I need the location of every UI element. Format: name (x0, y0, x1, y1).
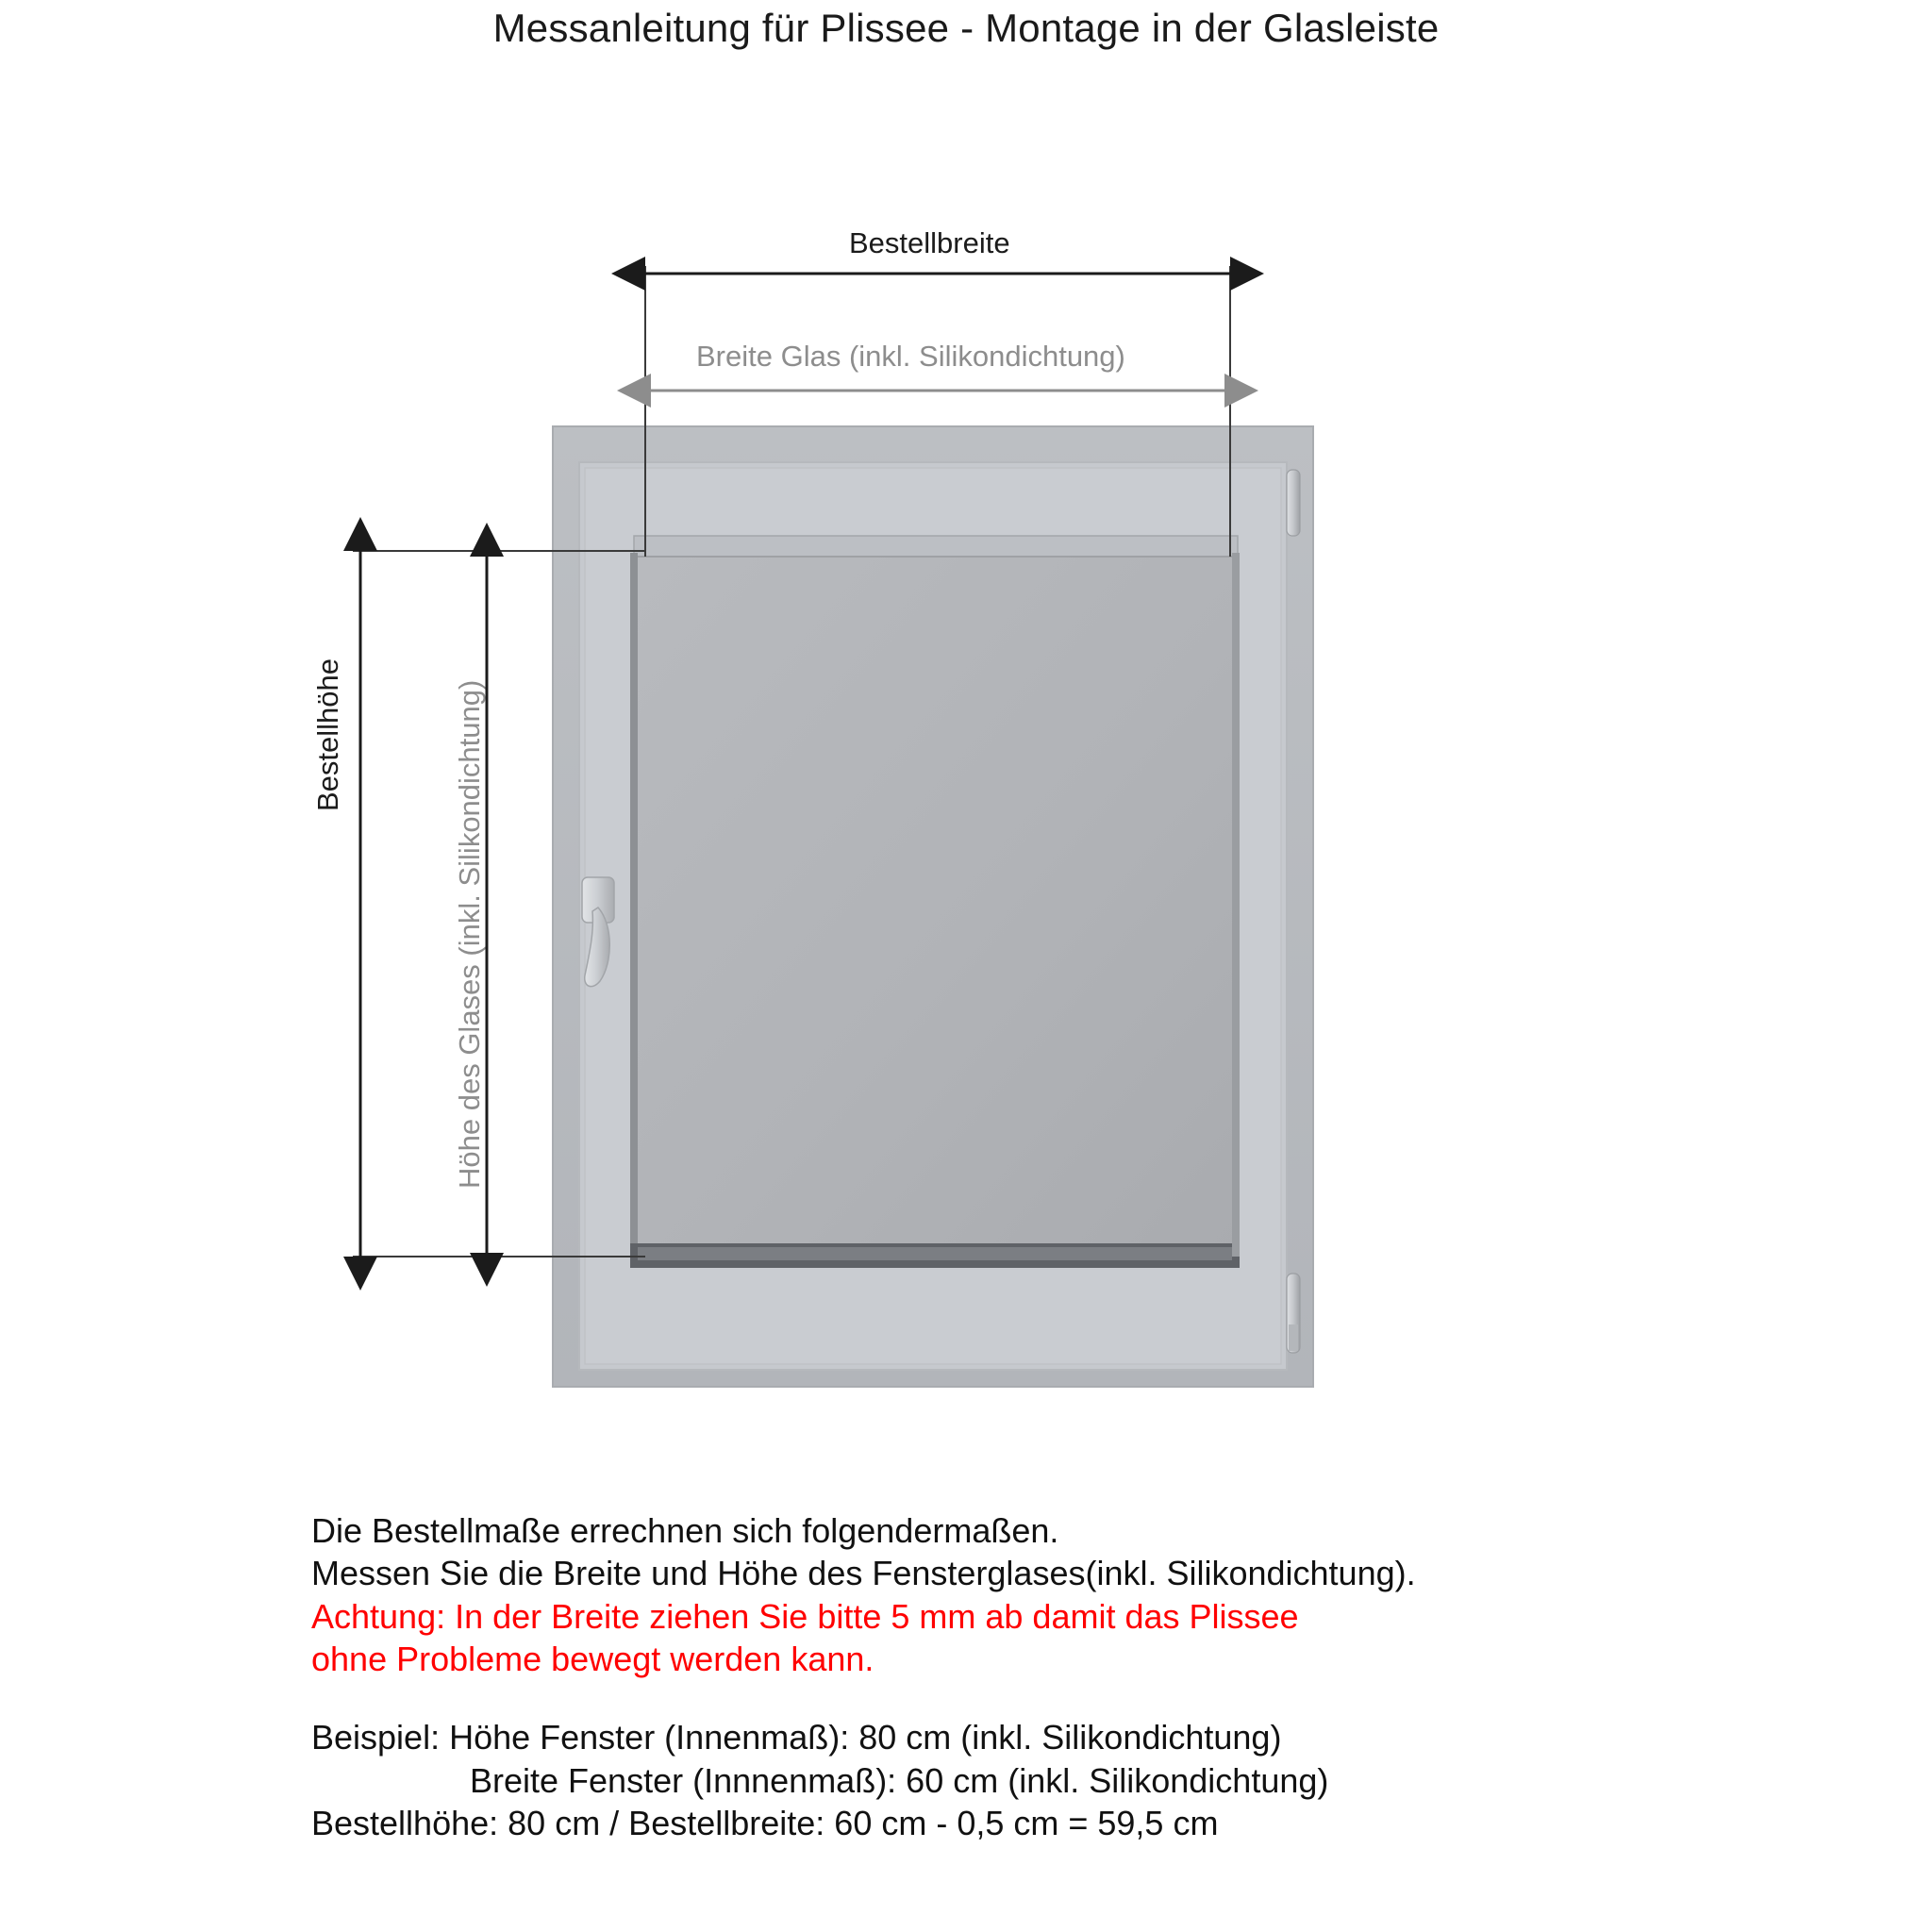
text-spacer (311, 1680, 1840, 1716)
instruction-line-1: Die Bestellmaße errechnen sich folgendermaßen. (311, 1511, 1059, 1550)
window-glass-area (630, 536, 1240, 1268)
example-line-3: Bestellhöhe: 80 cm / Bestellbreite: 60 cm - 0,5 cm = 59,5 cm (311, 1804, 1219, 1843)
page-title: Messanleitung für Plissee - Montage in der Glasleiste (492, 6, 1440, 50)
window-hinge-bottom (1287, 1274, 1300, 1353)
example-line-2: Breite Fenster (Innnenmaß): 60 cm (inkl. Silikondichtung) (470, 1760, 1329, 1800)
window-hinge-top (1287, 470, 1300, 536)
label-glass-height: Höhe des Glases (inkl. Silikondichtung) (453, 679, 486, 1189)
instructions-block (311, 1509, 1840, 1845)
label-order-width: Bestellbreite (849, 226, 1010, 259)
label-glass-width: Breite Glas (inkl. Silikondichtung) (696, 340, 1125, 373)
instruction-line-2: Messen Sie die Breite und Höhe des Fensterglases(inkl. Silikondichtung). (311, 1554, 1416, 1593)
warning-line-2: ohne Probleme bewegt werden kann. (311, 1640, 874, 1679)
warning-line-1: Achtung: In der Breite ziehen Sie bitte 5 mm ab damit das Plissee (311, 1596, 1299, 1636)
label-order-height: Bestellhöhe (311, 658, 344, 811)
example-line-1: Beispiel: Höhe Fenster (Innenmaß): 80 cm (inkl. Silikondichtung) (311, 1718, 1282, 1757)
